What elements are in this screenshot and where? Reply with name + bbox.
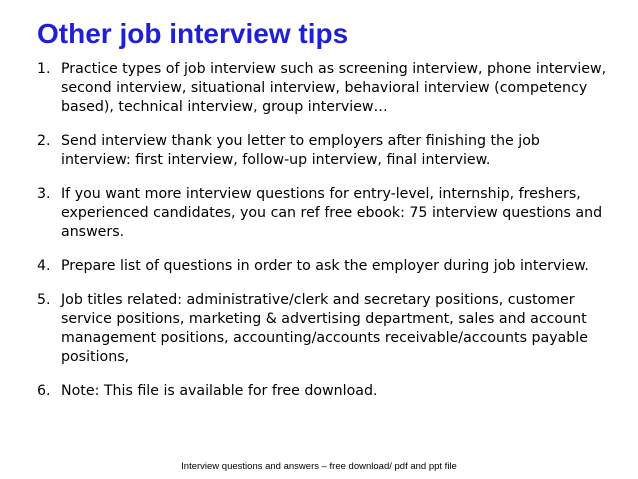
list-item-number: 1. (37, 61, 51, 77)
list-item (37, 132, 612, 170)
list-item-text: Job titles related: administrative/clerk and secretary positions, customer service positions, marketing & advertising department, sales and account management positions, accounting/accounts receivable/accounts payable positions, (61, 292, 588, 365)
list-item-text: Prepare list of questions in order to ask the employer during job interview. (61, 258, 589, 274)
list-item (37, 382, 612, 401)
list-item-text: If you want more interview questions for entry-level, internship, freshers, experienced candidates, you can ref free ebook: 75 interview questions and answers. (61, 186, 603, 240)
list-item (37, 185, 612, 242)
list-item-number: 5. (37, 292, 51, 308)
list-item-number: 4. (37, 258, 51, 274)
slide-footer: Interview questions and answers – free download/ pdf and ppt file (181, 461, 457, 472)
slide-title: Other job interview tips (37, 18, 349, 49)
tips-list (37, 60, 612, 416)
list-item (37, 291, 612, 367)
list-item (37, 60, 612, 117)
list-item-text: Note: This file is available for free download. (61, 383, 378, 399)
list-item-text: Send interview thank you letter to employers after finishing the job interview: first interview, follow-up interview, final interview. (61, 133, 540, 168)
list-item (37, 257, 612, 276)
list-item-text: Practice types of job interview such as screening interview, phone interview, second interview, situational interview, behavioral interview (competency based), technical interview, group interview… (61, 61, 607, 115)
list-item-number: 2. (37, 133, 51, 149)
list-item-number: 3. (37, 186, 51, 202)
list-item-number: 6. (37, 383, 51, 399)
